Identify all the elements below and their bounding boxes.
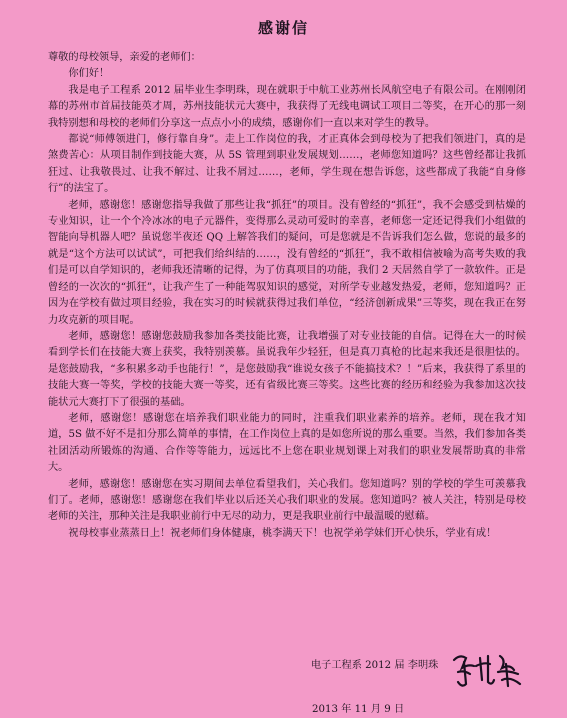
letter-title: 感谢信 <box>257 19 309 37</box>
letter-paragraph: 我是电子工程系 2012 届毕业生李明珠，现在就职于中航工业苏州长风航空电子有限公司。在刚刚闭幕的苏州市首届技能英才周，苏州技能状元大赛中，我获得了无线电调试工项目二等奖，在开心的那一刻我特别想和母校的老师们分享这一点点小小的成绩，感谢你们一直以来对学生的教导。 <box>48 84 526 129</box>
letter-paragraph: 老师，感谢您！感谢您在实习期间去单位看望我们，关心我们。您知道吗？别的学校的学生可羡慕我们了。老师，感谢您！感谢您在我们毕业以后还关心我们职业的发展。您知道吗？被人关注，特别是母校老师的关注，那种关注是我职业前行中无尽的动力，更是我职业前行中最温暖的慰藉。 <box>48 478 526 523</box>
letter-salutation: 尊敬的母校领导，亲爱的老师们： <box>48 52 201 63</box>
handwritten-signature <box>448 650 528 690</box>
letter-sender: 电子工程系 2012 届 李明珠 <box>311 660 439 671</box>
letter-paragraph: 老师，感谢您！感谢您鼓励我参加各类技能比赛，让我增强了对专业技能的自信。记得在大一的时候看到学长们在技能大赛上获奖，我特别羡慕。虽说我年少轻狂，但是真刀真枪的比起来我还是很胆怯的。是您鼓励我，“多积累多动手也能行！”，是您鼓励我“谁说女孩子不能搞技术？！”后来，我获得了系里的技能大赛一等奖，学校的技能大赛一等奖，还有省级比赛三等奖。这些比赛的经历和经验为我参加这次技能状元大赛打下了很强的基础。 <box>48 330 526 408</box>
letter-paragraph: 老师，感谢您！感谢您在培养我们职业能力的同时，注重我们职业素养的培养。老师，现在我才知道，5S 做不好不是扣分那么简单的事情，在工作岗位上真的是如您所说的那么重要。当然，我们参加各类社团活动所锻炼的沟通、合作等等能力，远远比不上您在职业规划课上对我们的职业发展帮助真的非常大。 <box>48 412 526 474</box>
letter-paragraph: 老师，感谢您！感谢您指导我做了那些让我“抓狂”的项目。没有曾经的“抓狂”，我不会感受到枯燥的专业知识，让一个个冷冰冰的电子元器件，变得那么灵动可爱时的幸喜，老师您一定还记得我们小组做的智能向导机器人吧？虽说您半夜还 QQ 上解答我们的疑问，可是您就是不告诉我们怎么做，您说的最多的就是“这个方法可以试试”，可把我们给纠结的……，没有曾经的“抓狂”，我不敢相信被喻为高考失败的我们是可以自学知识的，老师我还清晰的记得，为了仿真项目的功能，我们 2 天居然自学了一款软件。正是曾经的一次次的“抓狂”，让我产生了一种能驾驭知识的感觉，对所学专业越发热爱，老师，您知道吗？正因为在学校有做过项目经验，我在实习的时候就获得过我们单位，“经济创新成果”三等奖，现在我正在努力攻克新的项目呢。 <box>48 199 526 326</box>
letter-paragraph: 祝母校事业蒸蒸日上！祝老师们身体健康，桃李满天下！也祝学弟学妹们开心快乐，学业有成！ <box>68 527 497 539</box>
letter-paragraph: 你们好！ <box>68 68 110 80</box>
letter-paragraph: 都说“师傅领进门，修行靠自身”。走上工作岗位的我，才正真体会到母校为了把我们领进门，真的是煞费苦心：从项目制作到技能大赛，从 5S 管理到职业发展规划……，老师您知道吗？这些曾经都让我抓狂过、让我敬畏过、让我不解过、让我不屑过……，老师，学生现在想告诉您，这些都成了我能“自身修行”的法宝了。 <box>48 134 526 195</box>
letter-date: 2013 年 11 月 9 日 <box>312 704 405 715</box>
letter-body <box>48 50 526 542</box>
